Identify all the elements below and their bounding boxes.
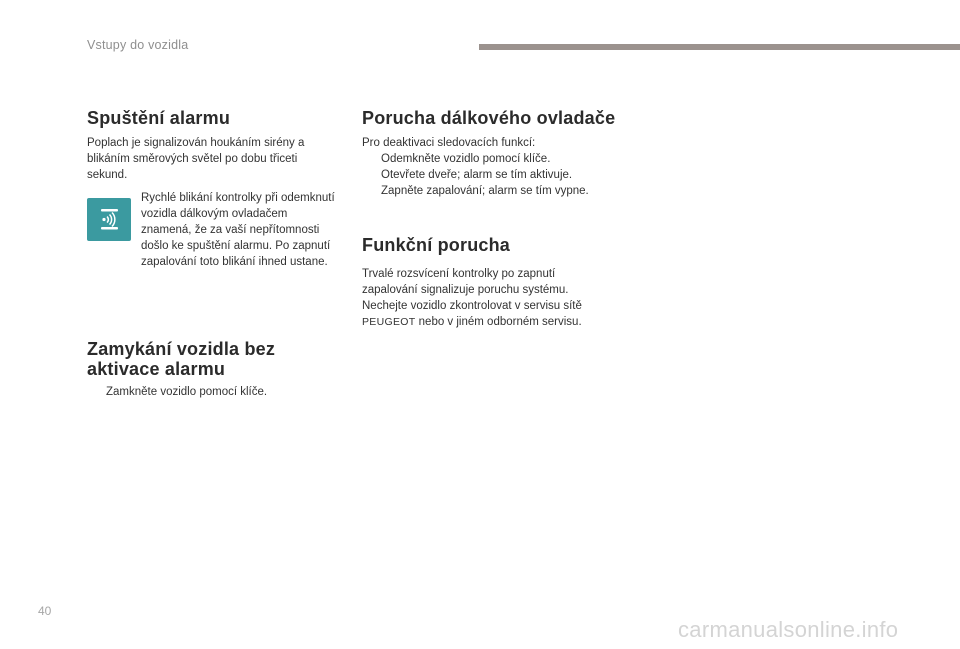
section-title: Vstupy do vozidla: [87, 38, 189, 52]
fault-text-part-2: nebo v jiném odborném servisu.: [415, 316, 582, 328]
list-item: [362, 167, 589, 183]
remote-list: [362, 151, 589, 199]
list-item: [362, 151, 589, 167]
alarm-heading: Spuštění alarmu: [87, 108, 231, 128]
list-item: [87, 384, 267, 400]
fault-heading: Funkční porucha: [362, 235, 511, 255]
alarm-text: Poplach je signalizován houkáním sirény a blikáním směrových světel po dobu třiceti sekund.: [87, 137, 305, 181]
lock-heading: Zamykání vozidla bez aktivace alarmu: [87, 339, 276, 379]
page-number: 40: [38, 604, 52, 618]
list-item-text: Zapněte zapalování; alarm se tím vypne.: [381, 185, 589, 197]
remote-heading: Porucha dálkového ovladače: [362, 108, 616, 128]
watermark: carmanualsonline.info: [678, 617, 899, 642]
fault-text-part-1: Trvalé rozsvícení kontrolky po zapnutí zapalování signalizuje poruchu systému. Nechejte vozidlo zkontrolovat v servisu sítě: [362, 268, 582, 312]
brand-name: PEUGEOT: [362, 316, 416, 328]
list-item: [362, 183, 589, 199]
remote-signal-icon: [87, 198, 131, 241]
list-item-text: Zamkněte vozidlo pomocí klíče.: [106, 386, 268, 398]
list-item-text: Otevřete dveře; alarm se tím aktivuje.: [381, 169, 573, 181]
lock-list: [87, 384, 267, 400]
fault-text: [362, 266, 612, 330]
remote-intro: Pro deaktivaci sledovacích funkcí:: [362, 137, 536, 149]
indicator-text: Rychlé blikání kontrolky při odemknutí vozidla dálkovým ovladačem znamená, že za vaší nepřítomnosti došlo ke spuštění alarmu. Po zapnutí zapalování toto blikání ihned ustane.: [141, 192, 335, 268]
list-item-text: Odemkněte vozidlo pomocí klíče.: [381, 153, 551, 165]
header-bar: [479, 44, 960, 50]
